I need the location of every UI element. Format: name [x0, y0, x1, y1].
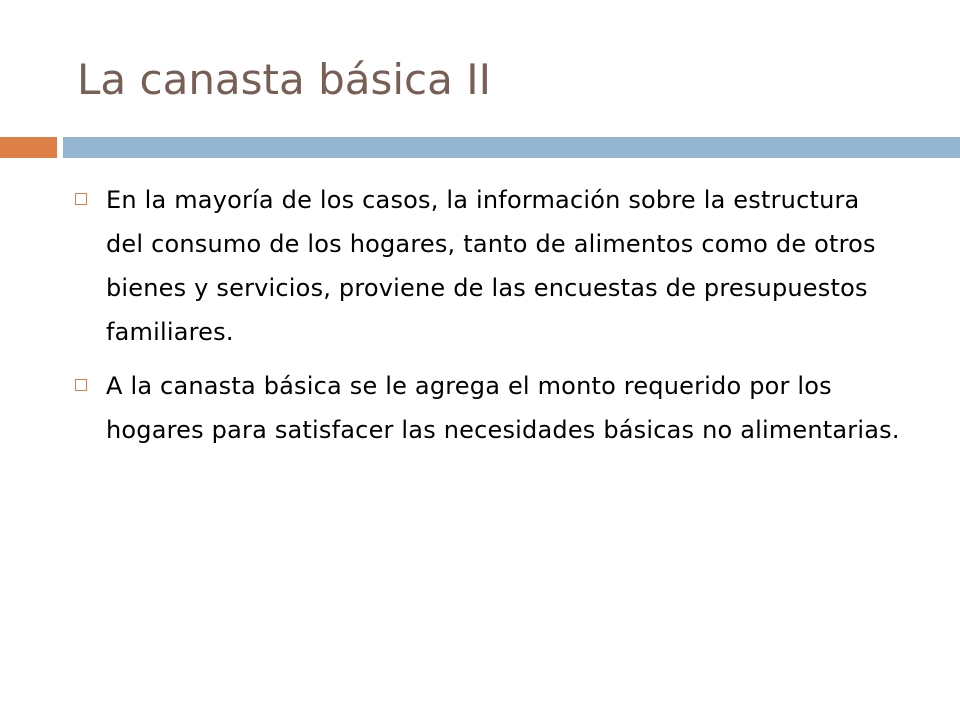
title-divider-bar [63, 137, 960, 158]
slide-title: La canasta básica II [77, 55, 492, 104]
bullet-item [73, 178, 903, 354]
bullet-list [73, 178, 903, 462]
bullet-text: A la canasta básica se le agrega el monto requerido por los hogares para satisfacer las necesidades básicas no alimentarias. [106, 372, 900, 444]
square-bullet-icon [75, 379, 87, 391]
bullet-text: En la mayoría de los casos, la información sobre la estructura del consumo de los hogares, tanto de alimentos como de otros bienes y servicios, proviene de las encuestas de presupuestos familiares. [106, 186, 876, 346]
title-accent-bar [0, 137, 57, 158]
bullet-item [73, 364, 903, 452]
square-bullet-icon [75, 193, 87, 205]
